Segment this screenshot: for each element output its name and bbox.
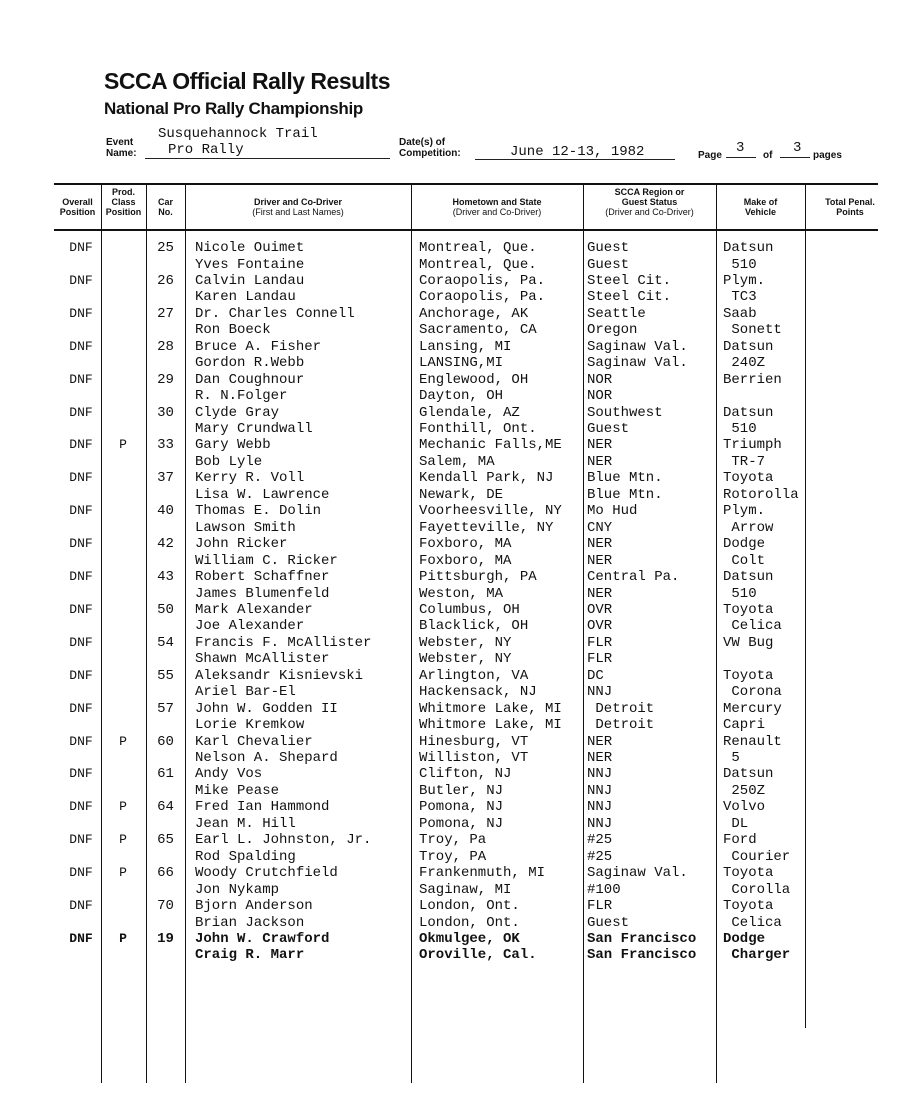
driver-name: Calvin Landau <box>195 272 305 289</box>
codriver-name: Mary Crundwall <box>195 421 313 437</box>
driver-region: NER <box>587 437 613 454</box>
codriver-region: NER <box>587 750 613 766</box>
codriver-name: Nelson A. Shepard <box>195 750 338 766</box>
codriver-hometown: Fonthill, Ont. <box>419 421 537 437</box>
vehicle-make: VW Bug <box>723 634 774 651</box>
col-divider-1 <box>101 183 102 1083</box>
vehicle-make: Triumph <box>723 437 782 454</box>
car-number: 19 <box>157 930 174 947</box>
car-number: 40 <box>157 503 174 520</box>
col-header-region: SCCA Region or Guest Status (Driver and Co-Driver) <box>605 187 694 217</box>
codriver-name: Jean M. Hill <box>195 815 296 832</box>
codriver-hometown: Troy, PA <box>419 848 487 865</box>
vehicle-make: Toyota <box>723 865 774 882</box>
driver-hometown: Mechanic Falls,ME <box>419 437 562 454</box>
overall-position: DNF <box>69 272 93 288</box>
codriver-hometown: Weston, MA <box>419 585 504 602</box>
codriver-region: Guest <box>587 914 630 931</box>
driver-region: OVR <box>587 601 613 618</box>
vehicle-make: Datsun <box>723 240 774 256</box>
overall-position: DNF <box>69 536 93 552</box>
driver-hometown: Troy, Pa <box>419 832 487 849</box>
codriver-region: NER <box>587 585 613 602</box>
overall-position: DNF <box>69 240 93 255</box>
vehicle-model: Celica <box>723 618 782 635</box>
codriver-name: Bob Lyle <box>195 453 263 470</box>
car-number: 26 <box>157 272 174 289</box>
driver-name: Clyde Gray <box>195 404 280 421</box>
overall-position: DNF <box>69 865 93 881</box>
codriver-hometown: Hackensack, NJ <box>419 684 537 701</box>
codriver-hometown: London, Ont. <box>419 914 520 931</box>
col-divider-3 <box>185 183 186 1083</box>
overall-position: DNF <box>69 371 93 387</box>
codriver-region: Oregon <box>587 322 638 339</box>
overall-position: DNF <box>69 667 93 683</box>
vehicle-model: Courier <box>723 848 791 865</box>
vehicle-model: Sonett <box>723 322 782 339</box>
driver-name: Robert Schaffner <box>195 569 330 585</box>
vehicle-make: Mercury <box>723 700 782 717</box>
driver-region: Detroit <box>587 700 655 717</box>
driver-name: Bruce A. Fisher <box>195 338 322 355</box>
codriver-region: #100 <box>587 881 621 898</box>
overall-position: DNF <box>69 338 93 354</box>
vehicle-make: Dodge <box>723 930 766 947</box>
col-divider-4 <box>411 183 412 1083</box>
codriver-hometown: Salem, MA <box>419 453 495 470</box>
driver-name: Kerry R. Voll <box>195 470 305 487</box>
driver-hometown: Frankenmuth, MI <box>419 865 546 882</box>
driver-region: #25 <box>587 832 613 849</box>
driver-region: FLR <box>587 634 613 651</box>
codriver-region: Guest <box>587 421 630 437</box>
codriver-name: Rod Spalding <box>195 848 296 865</box>
vehicle-model: Celica <box>723 914 782 931</box>
codriver-region: Saginaw Val. <box>587 355 688 372</box>
col-header-make: Make of Vehicle <box>743 197 778 217</box>
vehicle-make: Berrien <box>723 371 782 388</box>
overall-position: DNF <box>69 305 93 321</box>
driver-name: Francis F. McAllister <box>195 634 372 651</box>
driver-hometown: Whitmore Lake, MI <box>419 700 562 717</box>
vehicle-model: 510 <box>723 256 757 273</box>
codriver-name: Ariel Bar-El <box>195 684 296 701</box>
driver-hometown: London, Ont. <box>419 898 520 914</box>
car-number: 42 <box>157 536 174 553</box>
codriver-name: Shawn McAllister <box>195 651 330 668</box>
event-label: Event Name: <box>106 137 137 159</box>
codriver-hometown: Pomona, NJ <box>419 815 504 832</box>
col-divider-6 <box>716 183 717 1083</box>
form-title: SCCA Official Rally Results <box>104 68 391 94</box>
car-number: 37 <box>157 470 174 487</box>
codriver-name: Gordon R.Webb <box>195 355 305 372</box>
codriver-name: Joe Alexander <box>195 618 305 635</box>
codriver-name: Craig R. Marr <box>195 947 305 964</box>
codriver-name: Yves Fontaine <box>195 256 305 273</box>
car-number: 57 <box>157 700 174 717</box>
vehicle-model: 250Z <box>723 782 766 799</box>
overall-position: DNF <box>69 503 93 519</box>
car-number: 25 <box>157 240 174 256</box>
codriver-name: Ron Boeck <box>195 322 271 339</box>
car-number: 27 <box>157 305 174 322</box>
codriver-hometown: Blacklick, OH <box>419 618 529 635</box>
driver-region: Guest <box>587 240 630 256</box>
vehicle-make: Toyota <box>723 601 774 618</box>
col-header-driver: Driver and Co-Driver (First and Last Names) <box>252 197 344 217</box>
driver-name: Woody Crutchfield <box>195 865 338 882</box>
class-position: P <box>119 930 127 946</box>
driver-name: Andy Vos <box>195 766 263 783</box>
codriver-name: Mike Pease <box>195 782 280 799</box>
driver-hometown: Coraopolis, Pa. <box>419 272 546 289</box>
codriver-region: Guest <box>587 256 630 273</box>
car-number: 54 <box>157 634 174 651</box>
vehicle-make: Datsun <box>723 569 774 585</box>
overall-position: DNF <box>69 634 93 650</box>
codriver-region: Blue Mtn. <box>587 486 663 503</box>
class-position: P <box>119 865 127 881</box>
codriver-name: Lisa W. Lawrence <box>195 486 330 503</box>
driver-hometown: Hinesburg, VT <box>419 733 529 750</box>
driver-hometown: Anchorage, AK <box>419 305 529 322</box>
codriver-region: NER <box>587 552 613 569</box>
event-name-underline <box>145 158 390 159</box>
overall-position: DNF <box>69 832 93 848</box>
driver-name: John Ricker <box>195 536 288 553</box>
driver-region: Blue Mtn. <box>587 470 663 487</box>
vehicle-model: Capri <box>723 717 766 734</box>
codriver-hometown: Webster, NY <box>419 651 512 668</box>
vehicle-model: 240Z <box>723 355 766 372</box>
vehicle-model: Corolla <box>723 881 791 898</box>
driver-hometown: Webster, NY <box>419 634 512 651</box>
vehicle-make: Datsun <box>723 766 774 783</box>
table-header-rule <box>54 229 878 231</box>
codriver-hometown: Newark, DE <box>419 486 504 503</box>
vehicle-make: Volvo <box>723 799 766 816</box>
codriver-region: NNJ <box>587 684 613 701</box>
codriver-hometown: Montreal, Que. <box>419 256 537 273</box>
driver-region: FLR <box>587 898 613 914</box>
driver-hometown: Pomona, NJ <box>419 799 504 816</box>
codriver-name: Lawson Smith <box>195 519 296 536</box>
codriver-hometown: Coraopolis, Pa. <box>419 289 546 306</box>
driver-name: Bjorn Anderson <box>195 898 313 914</box>
driver-region: Southwest <box>587 404 663 421</box>
overall-position: DNF <box>69 733 93 749</box>
car-number: 29 <box>157 371 174 388</box>
vehicle-make: Renault <box>723 733 782 750</box>
codriver-region: NOR <box>587 388 613 405</box>
driver-name: Mark Alexander <box>195 601 313 618</box>
class-position: P <box>119 437 127 453</box>
car-number: 50 <box>157 601 174 618</box>
vehicle-model: 510 <box>723 585 757 602</box>
vehicle-model: TR-7 <box>723 453 766 470</box>
driver-region: NNJ <box>587 799 613 816</box>
driver-region: NNJ <box>587 766 613 783</box>
driver-name: Gary Webb <box>195 437 271 454</box>
driver-region: Steel Cit. <box>587 272 672 289</box>
col-divider-5 <box>583 183 584 1083</box>
vehicle-make: Plym. <box>723 503 766 520</box>
overall-position: DNF <box>69 569 93 584</box>
codriver-hometown: Butler, NJ <box>419 782 504 799</box>
codriver-name: Jon Nykamp <box>195 881 280 898</box>
driver-region: Seattle <box>587 305 646 322</box>
codriver-region: Detroit <box>587 717 655 734</box>
overall-position: DNF <box>69 766 93 782</box>
page-label: Page <box>698 150 722 161</box>
table-top-rule <box>54 183 878 185</box>
codriver-region: Steel Cit. <box>587 289 672 306</box>
event-name-line1: Susquehannock Trail <box>158 126 318 142</box>
codriver-region: NER <box>587 453 613 470</box>
page-total: 3 <box>793 140 802 156</box>
driver-region: DC <box>587 667 604 684</box>
codriver-region: CNY <box>587 519 613 536</box>
vehicle-model: Charger <box>723 947 791 964</box>
codriver-hometown: Fayetteville, NY <box>419 519 554 536</box>
vehicle-make: Toyota <box>723 667 774 684</box>
codriver-hometown: Oroville, Cal. <box>419 947 537 964</box>
codriver-name: Brian Jackson <box>195 914 305 931</box>
codriver-region: FLR <box>587 651 613 668</box>
driver-name: Karl Chevalier <box>195 733 313 750</box>
page-number: 3 <box>736 140 745 156</box>
codriver-hometown: Dayton, OH <box>419 388 504 405</box>
driver-hometown: Clifton, NJ <box>419 766 512 783</box>
vehicle-make: Toyota <box>723 470 774 487</box>
driver-hometown: Arlington, VA <box>419 667 529 684</box>
vehicle-model: TC3 <box>723 289 757 306</box>
col-header-class: Prod. Class Position <box>105 187 142 217</box>
overall-position: DNF <box>69 404 93 420</box>
overall-position: DNF <box>69 470 93 486</box>
form-subtitle: National Pro Rally Championship <box>104 99 363 118</box>
class-position: P <box>119 832 127 848</box>
overall-position: DNF <box>69 898 93 913</box>
vehicle-model: Arrow <box>723 519 774 536</box>
driver-hometown: Foxboro, MA <box>419 536 512 553</box>
driver-hometown: Kendall Park, NJ <box>419 470 554 487</box>
codriver-hometown: Foxboro, MA <box>419 552 512 569</box>
driver-hometown: Englewood, OH <box>419 371 529 388</box>
col-header-overall: Overall Position <box>59 197 96 217</box>
codriver-name: Karen Landau <box>195 289 296 306</box>
vehicle-model: 5 <box>723 750 740 766</box>
car-number: 30 <box>157 404 174 421</box>
vehicle-make: Plym. <box>723 272 766 289</box>
page-total-underline <box>780 157 810 158</box>
col-header-penalty: Total Penal. Points <box>825 197 875 217</box>
driver-region: NOR <box>587 371 613 388</box>
car-number: 33 <box>157 437 174 454</box>
driver-name: Fred Ian Hammond <box>195 799 330 816</box>
vehicle-make: Ford <box>723 832 757 849</box>
car-number: 61 <box>157 766 174 783</box>
car-number: 70 <box>157 898 174 914</box>
codriver-region: San Francisco <box>587 947 697 964</box>
event-name-line2: Pro Rally <box>168 142 244 158</box>
codriver-region: #25 <box>587 848 613 865</box>
driver-hometown: Okmulgee, OK <box>419 930 520 947</box>
driver-region: San Francisco <box>587 930 697 947</box>
vehicle-model: DL <box>723 815 749 832</box>
car-number: 66 <box>157 865 174 882</box>
pages-label: pages <box>813 150 842 161</box>
codriver-name: R. N.Folger <box>195 388 288 405</box>
overall-position: DNF <box>69 601 93 617</box>
driver-name: Nicole Ouimet <box>195 240 305 256</box>
codriver-hometown: Whitmore Lake, MI <box>419 717 562 734</box>
driver-name: Aleksandr Kisnievski <box>195 667 364 684</box>
driver-name: John W. Crawford <box>195 930 330 947</box>
of-label: of <box>763 150 773 161</box>
car-number: 28 <box>157 338 174 355</box>
codriver-hometown: Saginaw, MI <box>419 881 512 898</box>
overall-position: DNF <box>69 437 93 453</box>
driver-region: NER <box>587 733 613 750</box>
overall-position: DNF <box>69 700 93 716</box>
driver-region: NER <box>587 536 613 553</box>
driver-region: Central Pa. <box>587 569 680 585</box>
driver-region: Mo Hud <box>587 503 638 520</box>
driver-region: Saginaw Val. <box>587 865 688 882</box>
vehicle-model: Colt <box>723 552 766 569</box>
driver-hometown: Lansing, MI <box>419 338 512 355</box>
codriver-hometown: Williston, VT <box>419 750 529 766</box>
col-divider-7 <box>805 183 806 1028</box>
codriver-region: NNJ <box>587 782 613 799</box>
car-number: 43 <box>157 569 174 585</box>
vehicle-make: Toyota <box>723 898 774 914</box>
vehicle-make: Saab <box>723 305 757 322</box>
codriver-name: James Blumenfeld <box>195 585 330 602</box>
col-header-hometown: Hometown and State (Driver and Co-Driver) <box>452 197 542 217</box>
car-number: 55 <box>157 667 174 684</box>
driver-hometown: Pittsburgh, PA <box>419 569 537 585</box>
codriver-name: William C. Ricker <box>195 552 338 569</box>
driver-hometown: Montreal, Que. <box>419 240 537 256</box>
vehicle-make: Datsun <box>723 338 774 355</box>
driver-name: Earl L. Johnston, Jr. <box>195 832 372 849</box>
date-underline <box>475 159 675 160</box>
class-position: P <box>119 799 127 815</box>
date-label: Date(s) of Competition: <box>399 137 461 159</box>
vehicle-make: Datsun <box>723 404 774 421</box>
car-number: 60 <box>157 733 174 750</box>
vehicle-model: 510 <box>723 421 757 437</box>
driver-name: Dr. Charles Connell <box>195 305 355 322</box>
codriver-hometown: LANSING,MI <box>419 355 504 372</box>
date-value: June 12-13, 1982 <box>510 144 645 160</box>
codriver-hometown: Sacramento, CA <box>419 322 537 339</box>
driver-name: Thomas E. Dolin <box>195 503 322 520</box>
driver-region: Saginaw Val. <box>587 338 688 355</box>
page-number-underline <box>726 157 756 158</box>
class-position: P <box>119 733 127 749</box>
driver-hometown: Glendale, AZ <box>419 404 520 421</box>
vehicle-make: Dodge <box>723 536 766 553</box>
vehicle-model: Rotorolla <box>723 486 799 503</box>
codriver-region: OVR <box>587 618 613 635</box>
overall-position: DNF <box>69 799 93 815</box>
driver-hometown: Columbus, OH <box>419 601 520 618</box>
codriver-name: Lorie Kremkow <box>195 717 305 734</box>
col-header-car: Car No. <box>157 197 173 217</box>
car-number: 65 <box>157 832 174 849</box>
overall-position: DNF <box>69 930 93 946</box>
driver-hometown: Voorheesville, NY <box>419 503 562 520</box>
vehicle-model: Corona <box>723 684 782 701</box>
car-number: 64 <box>157 799 174 816</box>
codriver-region: NNJ <box>587 815 613 832</box>
driver-name: John W. Godden II <box>195 700 338 717</box>
driver-name: Dan Coughnour <box>195 371 305 388</box>
